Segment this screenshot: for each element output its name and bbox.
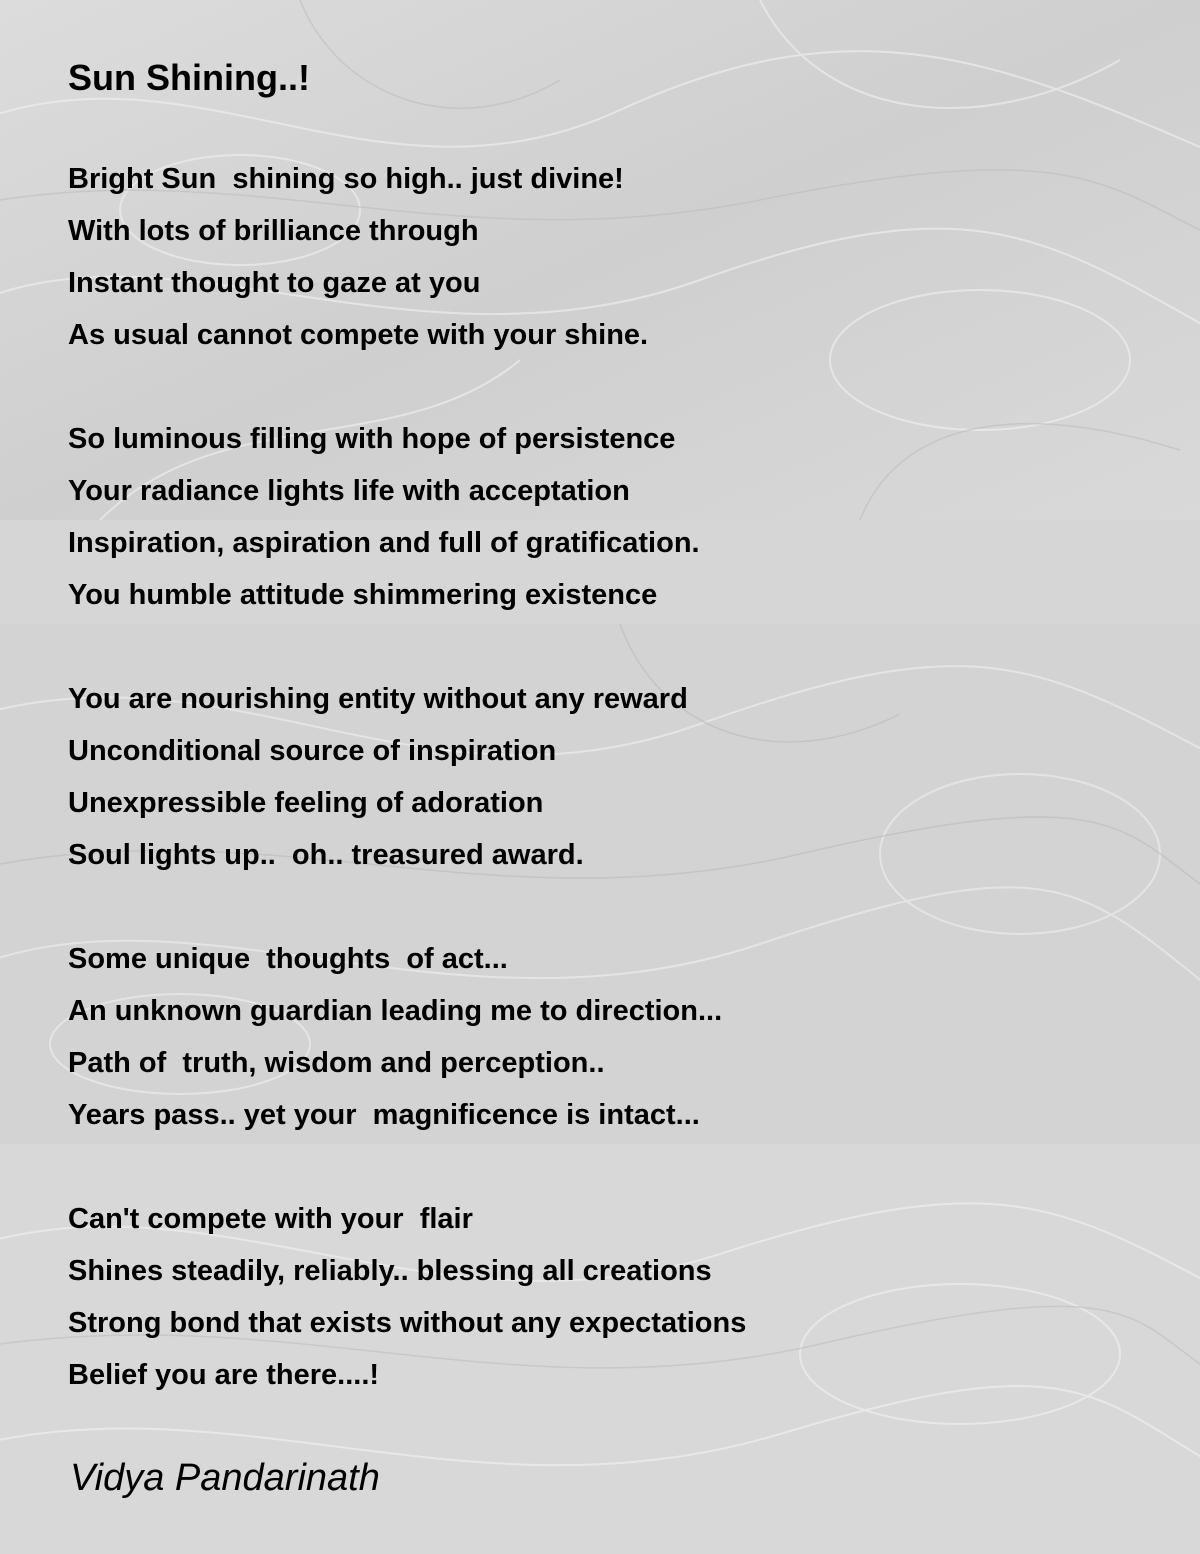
stanza <box>68 413 1168 621</box>
poem-line: Strong bond that exists without any expectations <box>68 1307 747 1339</box>
poem-line: An unknown guardian leading me to direction... <box>68 995 723 1027</box>
poem-line: Years pass.. yet your magnificence is intact... <box>68 1099 700 1131</box>
stanza <box>68 933 1168 1141</box>
poem-line: Shines steadily, reliably.. blessing all creations <box>68 1255 712 1287</box>
poem-line: As usual cannot compete with your shine. <box>68 319 649 351</box>
poem-line: Bright Sun shining so high.. just divine! <box>68 163 624 195</box>
poem-line: So luminous filling with hope of persistence <box>68 423 676 455</box>
poem-line: Path of truth, wisdom and perception.. <box>68 1047 605 1079</box>
poem-line: Some unique thoughts of act... <box>68 943 508 975</box>
poem-line: Your radiance lights life with acceptation <box>68 475 630 507</box>
poem-line: Soul lights up.. oh.. treasured award. <box>68 839 584 871</box>
stanza <box>68 153 1168 361</box>
poem-line: With lots of brilliance through <box>68 215 479 247</box>
poem-author: Vidya Pandarinath <box>70 1457 380 1499</box>
poem-body <box>68 153 1168 1453</box>
poem-line: You are nourishing entity without any reward <box>68 683 688 715</box>
poem-line: Belief you are there....! <box>68 1359 380 1391</box>
poem-line: Unexpressible feeling of adoration <box>68 787 544 819</box>
poem-line: Inspiration, aspiration and full of gratification. <box>68 527 700 559</box>
stanza <box>68 673 1168 881</box>
poem-title: Sun Shining..! <box>68 57 310 98</box>
poem-line: Unconditional source of inspiration <box>68 735 557 767</box>
stanza <box>68 1193 1168 1401</box>
poem-line: You humble attitude shimmering existence <box>68 579 658 611</box>
poem-line: Instant thought to gaze at you <box>68 267 481 299</box>
poem-line: Can't compete with your flair <box>68 1203 473 1235</box>
